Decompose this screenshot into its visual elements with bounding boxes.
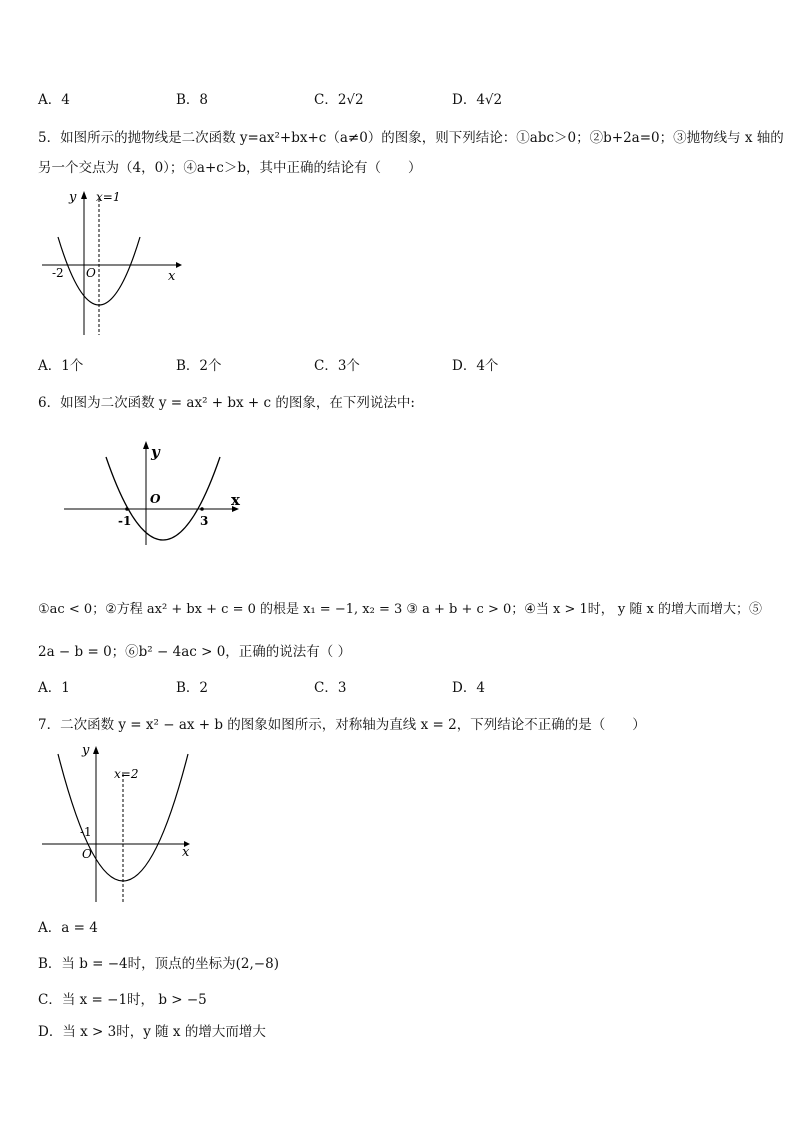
q6-left-root-label: -1: [118, 514, 132, 528]
q5-parabola-graph: [36, 185, 186, 340]
q7-parabola-graph: [38, 740, 198, 908]
q7-origin-label: O: [82, 847, 92, 861]
q7-y-label: y: [82, 743, 90, 758]
q6-option-b: B．2: [176, 680, 209, 696]
q7-x-label: x: [182, 845, 190, 860]
q4-option-c: C．2√2: [314, 92, 364, 108]
q5-option-b: B．2个: [176, 358, 222, 374]
q5-stem-line-2: 另一个交点为（4，0）；④a+c＞b，其中正确的结论有（ ）: [38, 160, 422, 176]
q7-sym-label: x=2: [114, 767, 139, 781]
q5-x-label: x: [168, 269, 176, 284]
q6-y-label: y: [151, 443, 160, 461]
q7-option-c: C．当 x = −1时， b > −5: [38, 992, 207, 1008]
q6-right-root-label: 3: [200, 514, 209, 528]
q5-option-d: D．4个: [452, 358, 499, 374]
q6-left-root-point: [125, 507, 129, 511]
q7-option-b: B．当 b = −4时，顶点的坐标为(2,−8): [38, 956, 279, 972]
q6-statements-line-1: ①ac < 0；②方程 ax² + bx + c = 0 的根是 x₁ = −1, x₂ = 3 ③ a + b + c > 0；④当 x > 1时， y 随 x 的增大而增大；⑤: [38, 602, 763, 617]
q6-parabola-graph: [60, 435, 250, 560]
q4-option-d: D．4√2: [452, 92, 503, 108]
q5-option-c: C．3个: [314, 358, 360, 374]
q6-statements-line-2: 2a − b = 0；⑥b² − 4ac > 0，正确的说法有（ ）: [38, 644, 352, 660]
q6-right-root-point: [200, 507, 204, 511]
q6-option-a: A．1: [38, 680, 70, 696]
q7-option-a: A．a = 4: [38, 920, 98, 936]
q5-neg-label: -2: [52, 266, 64, 280]
q6-y-arrow: [143, 441, 149, 449]
q5-sym-label: x=1: [96, 190, 121, 204]
q5-x-arrow: [176, 262, 182, 268]
q5-option-a: A．1个: [38, 358, 84, 374]
q6-x-label: x: [231, 491, 240, 509]
q6-option-c: C．3: [314, 680, 347, 696]
q6-option-d: D．4: [452, 680, 485, 696]
q5-origin-label: O: [86, 266, 96, 280]
q5-stem-line-1: 5．如图所示的抛物线是二次函数 y=ax²+bx+c（a≠0）的图象，则下列结论：①abc＞0；②b+2a=0；③抛物线与 x 轴的: [38, 130, 784, 146]
q7-option-d: D．当 x > 3时，y 随 x 的增大而增大: [38, 1024, 266, 1040]
q5-y-arrow: [81, 191, 87, 199]
q7-neg-label: -1: [80, 825, 92, 839]
q7-stem: 7．二次函数 y = x² − ax + b 的图象如图所示，对称轴为直线 x = 2，下列结论不正确的是（ ）: [38, 717, 646, 733]
q6-stem: 6．如图为二次函数 y = ax² + bx + c 的图象，在下列说法中:: [38, 395, 415, 411]
q4-option-a: A．4: [38, 92, 70, 108]
q4-option-b: B．8: [176, 92, 209, 108]
q7-y-arrow: [93, 746, 99, 754]
q5-y-label: y: [69, 190, 77, 205]
q6-origin-label: O: [150, 492, 161, 506]
